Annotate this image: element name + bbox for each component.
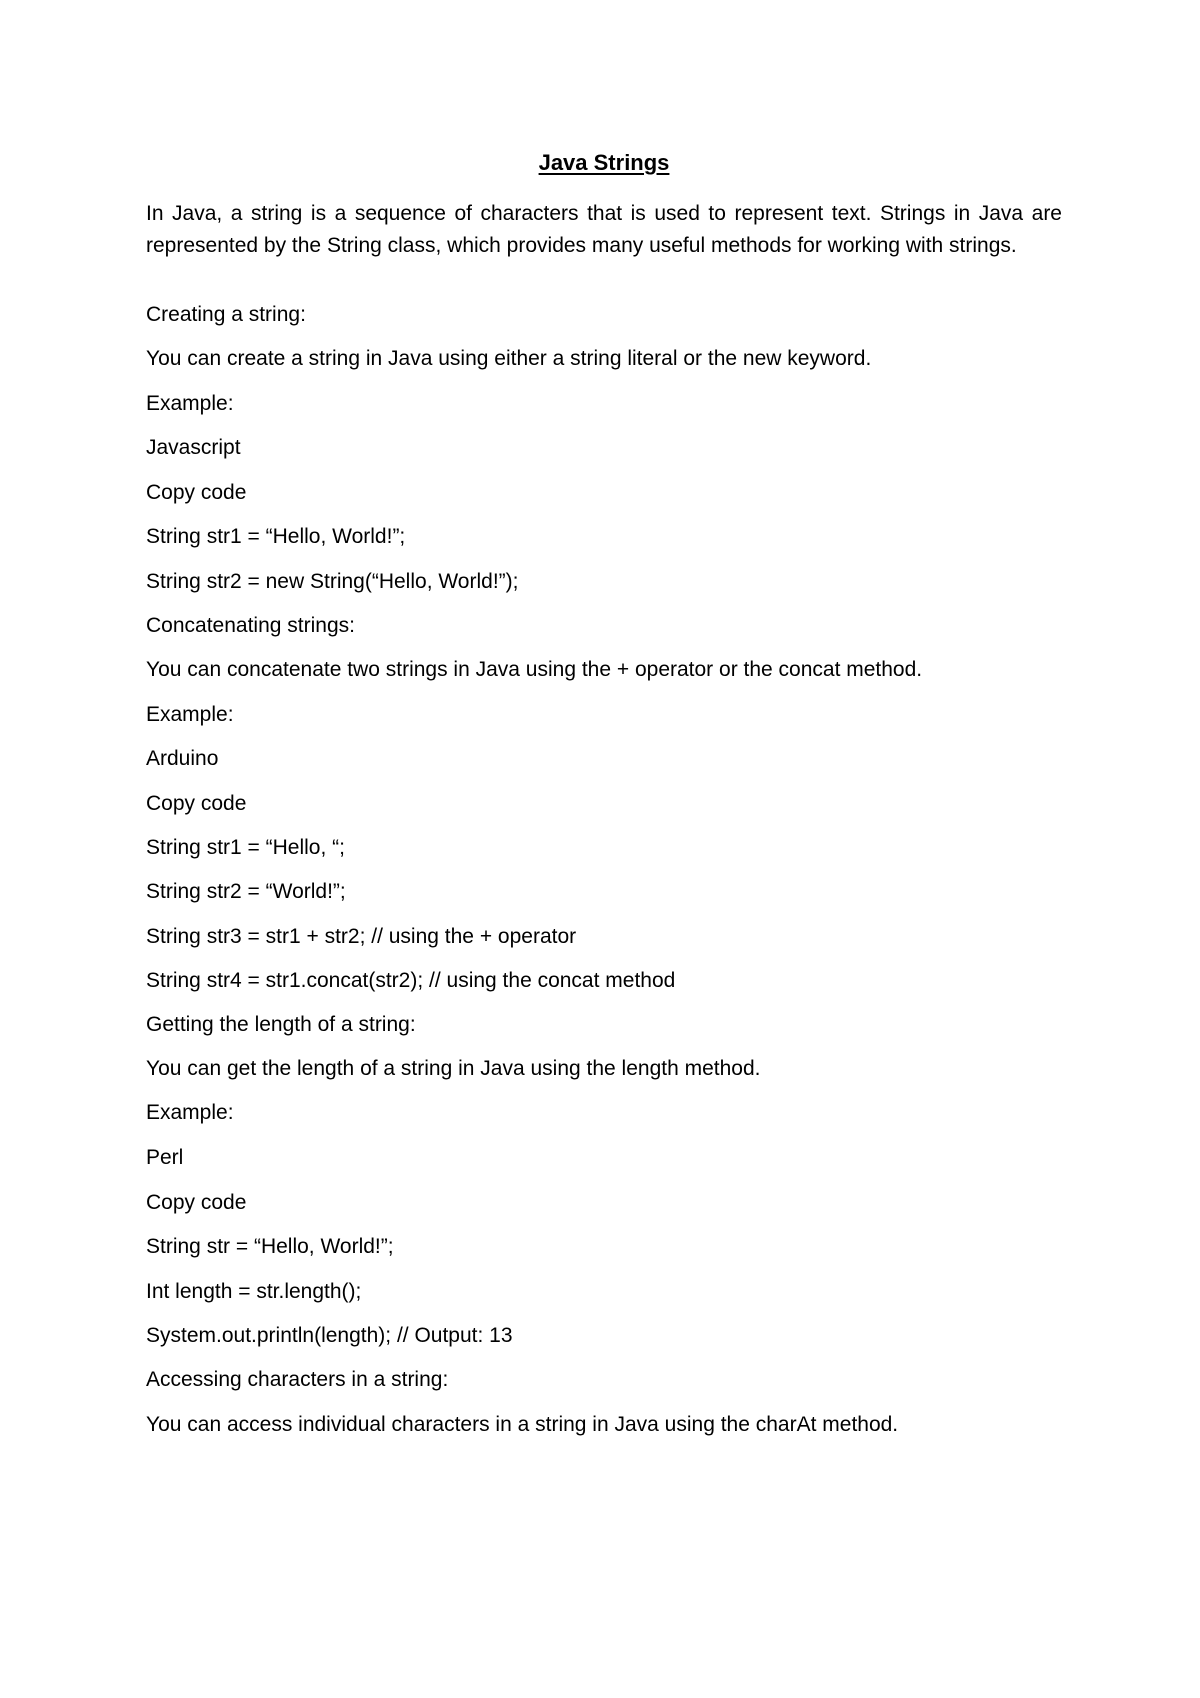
section-heading-length: Getting the length of a string: [146, 1013, 416, 1036]
code-language-label: Arduino [146, 747, 219, 770]
example-label: Example: [146, 1101, 234, 1124]
code-line: String str2 = new String(“Hello, World!”); [146, 570, 519, 593]
code-line: String str3 = str1 + str2; // using the + operator [146, 925, 577, 948]
code-line: String str1 = “Hello, “; [146, 836, 345, 859]
example-label: Example: [146, 703, 234, 726]
paragraph-line: You can create a string in Java using either a string literal or the new keyword. [146, 347, 872, 370]
code-line: System.out.println(length); // Output: 13 [146, 1324, 513, 1347]
paragraph-line: You can get the length of a string in Java using the length method. [146, 1057, 761, 1080]
section-heading-creating: Creating a string: [146, 303, 306, 326]
copy-code-label: Copy code [146, 1191, 247, 1214]
code-line: String str4 = str1.concat(str2); // using the concat method [146, 969, 676, 992]
paragraph-line: You can concatenate two strings in Java using the + operator or the concat method. [146, 658, 923, 681]
code-line: String str2 = “World!”; [146, 880, 346, 903]
section-heading-concatenating: Concatenating strings: [146, 614, 355, 637]
copy-code-label: Copy code [146, 792, 247, 815]
code-language-label: Javascript [146, 436, 241, 459]
document-title: Java Strings [538, 150, 670, 175]
code-line: String str1 = “Hello, World!”; [146, 525, 406, 548]
section-heading-accessing: Accessing characters in a string: [146, 1368, 449, 1391]
copy-code-label: Copy code [146, 481, 247, 504]
code-line: String str = “Hello, World!”; [146, 1235, 394, 1258]
code-language-label: Perl [146, 1146, 184, 1169]
code-line: Int length = str.length(); [146, 1280, 362, 1303]
intro-paragraph: In Java, a string is a sequence of characters that is used to represent text. Strings in Java are represented by the String class, which provides many useful methods for working with strings. [146, 202, 1062, 257]
example-label: Example: [146, 392, 234, 415]
paragraph-line: You can access individual characters in a string in Java using the charAt method. [146, 1413, 899, 1436]
